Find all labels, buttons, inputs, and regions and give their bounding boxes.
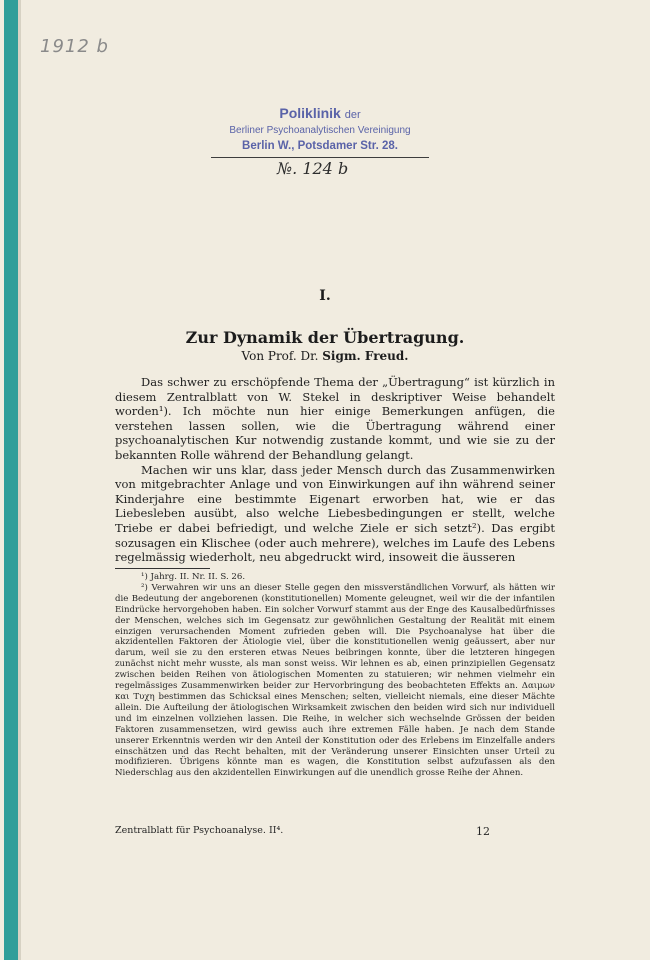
author-name: Sigm. Freud. — [322, 349, 409, 363]
footnote-rule — [115, 568, 210, 569]
body-paragraph-1: Das schwer zu erschöpfende Thema der „Übertragung“ ist kürzlich in diesem Zentralblatt von W. Stekel in deskriptiver Weise behandelt worden¹). Ich möchte nun hier einige Bemerkungen anfügen, die verstehen lassen sollen, wie die Übertragung während einer psychoanalytischen Kur notwendig zustande kommt, und wie sie zu der bekannten Rolle während der Behandlung gelangt. — [115, 375, 555, 462]
footnote-2: ²) Verwahren wir uns an dieser Stelle gegen den missverständlichen Vorwurf, als hätten wir die Bedeutung der angeborenen (konstitutionellen) Momente geleugnet, weil wir die der infantilen Eindrücke hervorgehoben haben. Ein solcher Vorwurf stammt aus der Enge des Kausalbedürfnisses der Menschen, welches sich im Gegensatz zur gewöhnlichen Gestaltung der Realität mit einem einzigen verursachenden Moment zufrieden geben will. Die Psychoanalyse hat über die akzidentellen Faktoren der Ätiologie viel, über die konstitutionellen wenig geäussert, aber nur darum, weil sie zu den ersteren etwas Neues beibringen konnte, über die letzteren hingegen zunächst nicht mehr wusste, als man sonst weiss. Wir lehnen es ab, einen prinzipiellen Gegensatz zwischen beiden Reihen von ätiologischen Momenten zu statuieren; wir nehmen vielmehr ein regelmässiges Zusammenwirken beider zur Hervorbringung des beobachteten Effekts an. Δαιμων και Τυχη bestimmen das Schicksal eines Menschen; selten, vielleicht niemals, eine dieser Mächte allein. Die Aufteilung der ätiologischen Wirksamkeit zwischen den beiden wird sich nur individuell und im einzelnen vollziehen lassen. Die Reihe, in welcher sich wechselnde Grössen der beiden Faktoren zusammensetzen, wird gewiss auch ihre extremen Fälle haben. Je nach dem Stande unserer Erkenntnis werden wir den Anteil der Konstitution oder des Erlebens im Einzelfalle anders einschätzen und das Recht behalten, mit der Veränderung unserer Einsichten unser Urteil zu modifizieren. Übrigens könnte man es wagen, die Konstitution selbst aufzufassen als den Niederschlag aus den akzidentellen Einwirkungen auf die unendlich grosse Reihe der Ahnen. — [115, 582, 555, 779]
footnotes — [115, 572, 555, 779]
article-byline — [0, 349, 650, 363]
byline-prefix: Von Prof. Dr. — [241, 349, 319, 363]
stamp-line-1 — [205, 104, 435, 124]
stamp-line-2: Berliner Psychoanalytischen Vereinigung — [229, 125, 411, 136]
body-paragraph-2: Machen wir uns klar, dass jeder Mensch durch das Zusammenwirken von mitgebrachter Anlage und von Einwirkungen auf ihn während seiner Kinderjahre eine bestimmte Eigenart erworben hat, wie er das Liebesleben ausübt, also welche Liebesbedingungen er stellt, welche Triebe er dabei befriedigt, und welche Ziele er sich setzt²). Das ergibt sozusagen ein Klischee (oder auch mehrere), welches im Laufe des Lebens regelmässig wiederholt, neu abgedruckt wird, insoweit die äusseren — [115, 462, 555, 565]
binding-edge — [18, 0, 21, 960]
article-title: Zur Dynamik der Übertragung. — [185, 328, 465, 347]
stamp-line-3: Berlin W., Potsdamer Str. 28. — [242, 140, 398, 152]
library-stamp — [205, 104, 435, 180]
binding-strip — [4, 0, 18, 960]
stamp-number: №. 124 b — [277, 159, 349, 178]
article-body — [115, 375, 555, 565]
journal-name: Zentralblatt für Psychoanalyse. II⁴. — [115, 825, 284, 836]
stamp-clinic: Poliklinik — [279, 105, 341, 121]
section-numeral: I. — [319, 288, 331, 304]
footnote-1: ¹) Jahrg. II. Nr. II. S. 26. — [141, 572, 246, 582]
stamp-der: der — [344, 109, 361, 121]
pencil-annotation: 1912 b — [40, 36, 109, 57]
page-footer — [115, 825, 555, 838]
page-number: 12 — [476, 825, 490, 838]
